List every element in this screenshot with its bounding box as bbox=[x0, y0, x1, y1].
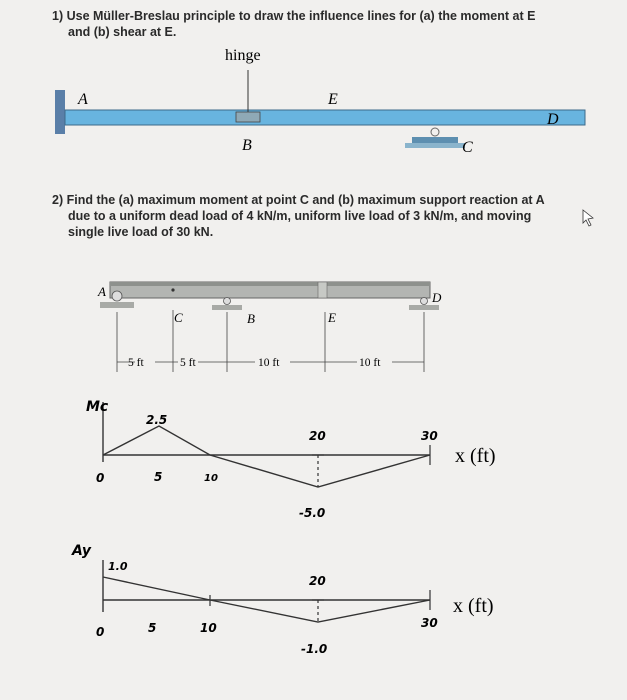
label-D-beam2: D bbox=[432, 290, 442, 305]
label-B-beam2: B bbox=[247, 311, 255, 326]
question-2-line-3: single live load of 30 kN. bbox=[68, 225, 214, 239]
mc-min-value: -5.0 bbox=[299, 506, 326, 520]
label-C-beam2: C bbox=[174, 310, 183, 325]
question-2-line-2: due to a uniform dead load of 4 kN/m, uniform live load of 3 kN/m, and moving bbox=[68, 209, 532, 223]
label-C-beam1: C bbox=[462, 139, 473, 156]
fixed-wall-A bbox=[55, 90, 65, 134]
dimension-label-2: 5 ft bbox=[180, 357, 196, 369]
dimension-label-4: 10 ft bbox=[359, 357, 381, 369]
support-base-B bbox=[212, 305, 242, 310]
beam-diagram-2 bbox=[97, 282, 442, 372]
ay-label-20: 20 bbox=[309, 574, 326, 588]
ay-min-value: -1.0 bbox=[301, 642, 328, 656]
dimension-label-1: 5 ft bbox=[128, 357, 144, 369]
hinge-marker-E bbox=[318, 282, 327, 298]
pin-A bbox=[112, 291, 122, 301]
roller-ground-C bbox=[405, 143, 465, 148]
support-base-A bbox=[100, 302, 134, 308]
ay-tick-0: 0 bbox=[96, 625, 105, 639]
dimension-label-3: 10 ft bbox=[258, 357, 280, 369]
question-1-line-1: 1) Use Müller-Breslau principle to draw the influence lines for (a) the moment at E bbox=[52, 9, 536, 23]
mc-influence-diagram bbox=[86, 399, 496, 520]
roller-pin-C bbox=[431, 128, 439, 136]
ay-tick-10: 10 bbox=[200, 621, 217, 635]
label-A-beam1: A bbox=[78, 91, 88, 108]
mc-peak-value: 2.5 bbox=[146, 413, 168, 427]
question-2-line-1: 2) Find the (a) maximum moment at point C and (b) maximum support reaction at A bbox=[52, 193, 545, 207]
roller-B bbox=[224, 298, 231, 305]
roller-base-C bbox=[412, 137, 458, 143]
mouse-cursor-icon bbox=[583, 210, 593, 226]
ay-label-30: 30 bbox=[421, 616, 438, 630]
mc-tick-0: 0 bbox=[96, 471, 105, 485]
question-1-line-2: and (b) shear at E. bbox=[68, 25, 177, 39]
hinge-marker bbox=[236, 112, 260, 122]
mc-tick-10: 10 bbox=[204, 473, 218, 484]
beam-2-top-shade bbox=[110, 282, 430, 286]
label-hinge: hinge bbox=[225, 47, 261, 64]
mc-influence-line bbox=[103, 426, 430, 487]
ay-influence-diagram bbox=[71, 543, 494, 656]
roller-D bbox=[421, 298, 428, 305]
point-dot bbox=[171, 288, 174, 291]
beam-1-body bbox=[65, 110, 585, 125]
label-E-beam1: E bbox=[328, 91, 338, 108]
support-base-D bbox=[409, 305, 439, 310]
label-A-beam2: A bbox=[98, 284, 106, 299]
mc-xlabel: x (ft) bbox=[455, 445, 496, 467]
mc-label-20: 20 bbox=[309, 429, 326, 443]
label-D-beam1: D bbox=[547, 111, 559, 128]
mc-ylabel: Mc bbox=[86, 399, 109, 415]
beam-diagram-1 bbox=[55, 47, 585, 156]
label-B-beam1: B bbox=[242, 137, 252, 154]
ay-xlabel: x (ft) bbox=[453, 595, 494, 617]
mc-label-30: 30 bbox=[421, 429, 438, 443]
label-E-beam2: E bbox=[328, 310, 336, 325]
mc-tick-5: 5 bbox=[154, 470, 163, 484]
ay-tick-5: 5 bbox=[148, 621, 157, 635]
ay-start-value: 1.0 bbox=[108, 560, 128, 573]
ay-ylabel: Ay bbox=[72, 543, 91, 559]
